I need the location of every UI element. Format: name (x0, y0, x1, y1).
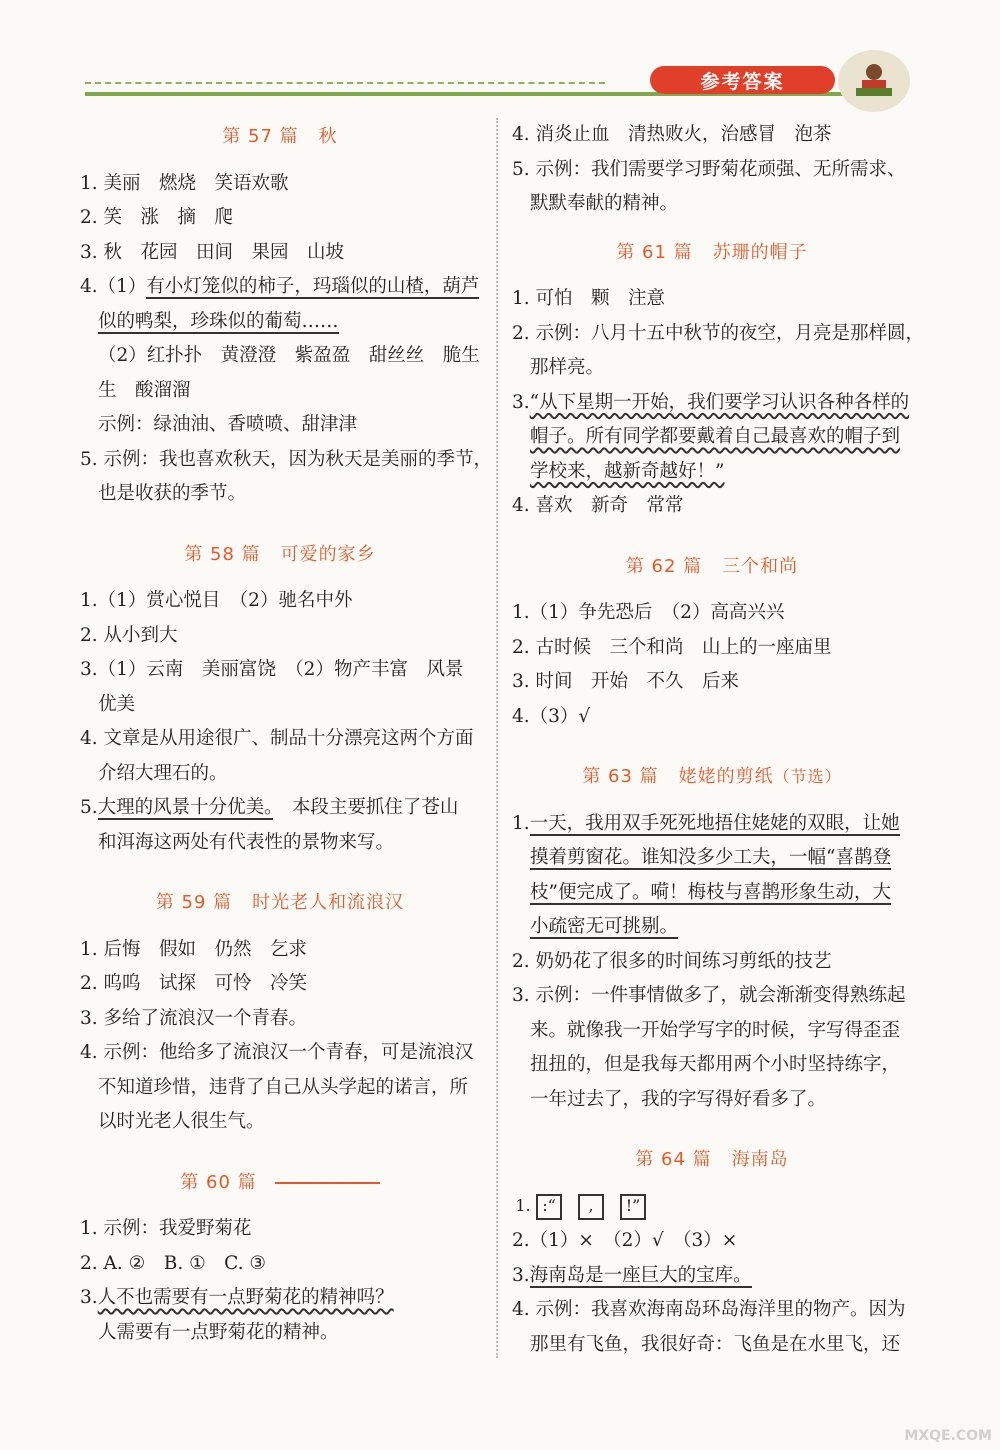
left-column (80, 118, 493, 1350)
section-title-60: 第 60 篇 (80, 1166, 480, 1201)
answer-line: 3. 多给了流浪汉一个青春。 (80, 1007, 308, 1029)
answer-line: 不知道珍惜，违背了自己从头学起的诺言，所 (98, 1076, 469, 1098)
answer-line: 2. 呜呜 试探 可怜 冷笑 (80, 973, 308, 994)
answer-line: 4. 消炎止血 清热败火，治感冒 泡茶 (512, 124, 832, 145)
answer-line: 介绍大理石的。 (98, 762, 228, 784)
answer-line: 5. 示例：我也喜欢秋天，因为秋天是美丽的季节， (80, 448, 493, 470)
answer-line: 枝”便完成了。嗬！梅枝与喜鹊形象生动，大 (530, 881, 891, 903)
watermark: MXQE.COM (904, 1428, 992, 1444)
reading-kid-icon (838, 50, 910, 112)
answer-line: 也是收获的季节。 (98, 483, 247, 504)
answer-line: 3. 时间 开始 不久 后来 (512, 671, 740, 692)
answer-line: 2. 从小到大 (80, 624, 178, 646)
answer-line: 似的鸭梨，珍珠似的葡萄…… (98, 310, 339, 332)
answer-line: （2）红扑扑 黄澄澄 紫盈盈 甜丝丝 脆生 (98, 345, 480, 366)
answer-line: 3.人不也需要有一点野菊花的精神吗？ (80, 1287, 394, 1308)
answer-line: 4.（3）√ (512, 705, 591, 727)
answer-line: 和洱海这两处有代表性的景物来写。 (98, 831, 395, 853)
section-title-61: 第 61 篇 苏珊的帽子 (616, 241, 808, 263)
answer-line: 帽子。所有同学都要戴着自己最喜欢的帽子到 (530, 426, 901, 447)
answer-line: 1.（1）争先恐后 （2）高高兴兴 (512, 602, 785, 623)
answer-line: 来。就像我一开始学写字的时候，字写得歪歪 (530, 1019, 901, 1041)
section-title-64: 第 64 篇 海南岛 (635, 1149, 789, 1170)
header-tab (650, 66, 835, 94)
answer-line: 扭扭的，但是我每天都用两个小时坚持练字， (530, 1054, 901, 1075)
answer-line: 摸着剪窗花。谁知没多少工夫，一幅“喜鹊登 (530, 847, 891, 868)
answer-line: 2. 示例：八月十五中秋节的夜空，月亮是那样圆， (512, 322, 925, 344)
answer-line: 1. 后悔 假如 仍然 乞求 (80, 938, 308, 960)
answer-line: 1. 示例：我爱野菊花 (80, 1218, 252, 1239)
answer-line: 3. 秋 花园 田间 果园 山坡 (80, 241, 345, 263)
section-title-62: 第 62 篇 三个和尚 (625, 555, 799, 577)
punctuation-boxes: 1. :“ , !” (512, 1190, 912, 1225)
answer-line: 1. 美丽 燃烧 笑语欢歌 (80, 172, 289, 194)
answer-line: 4. 示例：他给多了流浪汉一个青春，可是流浪汉 (80, 1042, 474, 1063)
answer-line: 优美 (98, 693, 136, 715)
punct-box: :“ (536, 1194, 562, 1220)
answer-line: 5. 示例：我们需要学习野菊花顽强、无所需求、 (512, 158, 906, 180)
answer-line: 4. 喜欢 新奇 常常 (512, 495, 684, 516)
answer-line: 示例：绿油油、香喷喷、甜津津 (98, 414, 358, 435)
answer-line: 2. 古时候 三个和尚 山上的一座庙里 (512, 636, 832, 658)
header-dashed-line (85, 82, 605, 84)
answer-line: 1.（1）赏心悦目 （2）驰名中外 (80, 590, 353, 611)
answer-line: 4.（1）有小灯笼似的柿子，玛瑙似的山楂，葫芦 (80, 276, 480, 297)
answer-line: 5.大理的风景十分优美。 本段主要抓住了苍山 (80, 797, 459, 818)
answer-line: 小疏密无可挑剔。 (530, 916, 679, 937)
answer-line: 1.一天，我用双手死死地捂住姥姥的双眼，让她 (512, 812, 900, 834)
section-title-58: 第 58 篇 可爱的家乡 (184, 543, 376, 565)
column-divider (496, 118, 498, 1358)
answer-line: 人需要有一点野菊花的精神。 (98, 1321, 339, 1343)
answer-line: 3.海南岛是一座巨大的宝库。 (512, 1264, 752, 1286)
answer-line: 那样亮。 (530, 357, 605, 378)
answer-line: 学校来，越新奇越好！” (530, 460, 725, 482)
answer-line: 那里有飞鱼，我很好奇：飞鱼是在水里飞，还 (530, 1333, 901, 1355)
answer-line: 3.“从下星期一开始，我们要学习认识各种各样的 (512, 391, 910, 413)
answer-line: 2. 奶奶花了很多的时间练习剪纸的技艺 (512, 950, 832, 972)
answer-line: 以时光老人很生气。 (98, 1111, 265, 1132)
answer-line: 默默奉献的精神。 (530, 193, 679, 214)
section-title-59: 第 59 篇 时光老人和流浪汉 (155, 892, 405, 913)
answer-line: 4. 文章是从用途很广、制品十分漂亮这两个方面 (80, 728, 474, 749)
answer-line: 2. 笑 涨 摘 爬 (80, 207, 234, 228)
answer-line: 生 酸溜溜 (98, 379, 191, 401)
section-title-63: 第 63 篇 姥姥的剪纸（节选） (582, 766, 842, 787)
answer-line: 2.（1）× （2）√ （3）× (512, 1230, 738, 1251)
answer-line: 3.（1）云南 美丽富饶 （2）物产丰富 风景 (80, 659, 464, 680)
answer-line: 4. 示例：我喜欢海南岛环岛海洋里的物产。因为 (512, 1299, 906, 1320)
answer-line: 2. A. ② B. ① C. ③ (80, 1252, 267, 1274)
right-column (512, 118, 925, 1362)
answer-line: 3. 示例：一件事情做多了，就会渐渐变得熟练起 (512, 985, 906, 1006)
title-blank (275, 1182, 380, 1184)
header-tab-label: 参考答案 (700, 70, 785, 93)
punct-box: , (578, 1194, 604, 1220)
answer-line: 1. 可怕 颗 注意 (512, 288, 666, 309)
section-title-57: 第 57 篇 秋 (222, 126, 338, 147)
punct-box: !” (620, 1194, 646, 1220)
answer-line: 一年过去了，我的字写得好看多了。 (530, 1088, 827, 1110)
